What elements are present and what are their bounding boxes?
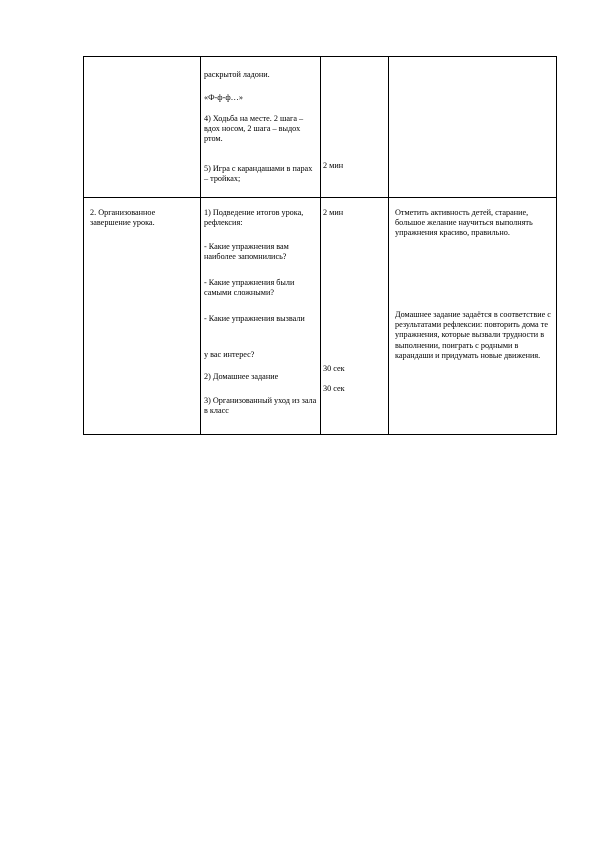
content-text: - Какие упражнения вам наиболее запомнились?: [204, 242, 289, 262]
content-text: - Какие упражнения были самыми сложными?: [204, 278, 295, 298]
time-text: 30 сек: [323, 364, 345, 373]
table-cell-notes: [389, 57, 557, 198]
content-text: 2) Домашнее задание: [204, 372, 279, 381]
table-cell-stage: [84, 198, 201, 435]
table-row: [84, 198, 557, 435]
time-text: 30 сек: [323, 384, 345, 393]
table-row: [84, 57, 557, 198]
table-cell-time: [321, 198, 389, 435]
content-text: 5) Игра с карандашами в парах – тройках;: [204, 164, 313, 184]
content-text: у вас интерес?: [204, 350, 255, 359]
stage-text: 2. Организованное завершение урока.: [90, 208, 156, 228]
table-cell-time: [321, 57, 389, 198]
table-cell-stage: [84, 57, 201, 198]
time-text: 2 мин: [323, 208, 344, 217]
content-text: раскрытой ладони.: [204, 70, 270, 79]
table-cell-notes: [389, 198, 557, 435]
lesson-plan-table: [83, 56, 557, 435]
content-text: «Ф-ф-ф…»: [204, 93, 243, 102]
content-text: 1) Подведение итогов урока, рефлексия:: [204, 208, 304, 228]
content-text: 4) Ходьба на месте. 2 шага – вдох носом, 2 шага – выдох ртом.: [204, 114, 304, 144]
notes-text: Домашнее задание задаётся в соответствие с результатами рефлексии: повторить дома те упражнения, которые вызвали трудности в выполнении, поиграть с родными в карандаши и придумать новые движения.: [395, 310, 551, 360]
content-text: - Какие упражнения вызвали: [204, 314, 305, 323]
notes-text: Отметить активность детей, старание, большое желание научиться выполнять упражнения красиво, правильно.: [395, 208, 533, 238]
content-text: 3) Организованный уход из зала в класс: [204, 396, 317, 416]
time-text: 2 мин: [323, 161, 344, 170]
table-cell-content: [201, 198, 321, 435]
table-cell-content: [201, 57, 321, 198]
